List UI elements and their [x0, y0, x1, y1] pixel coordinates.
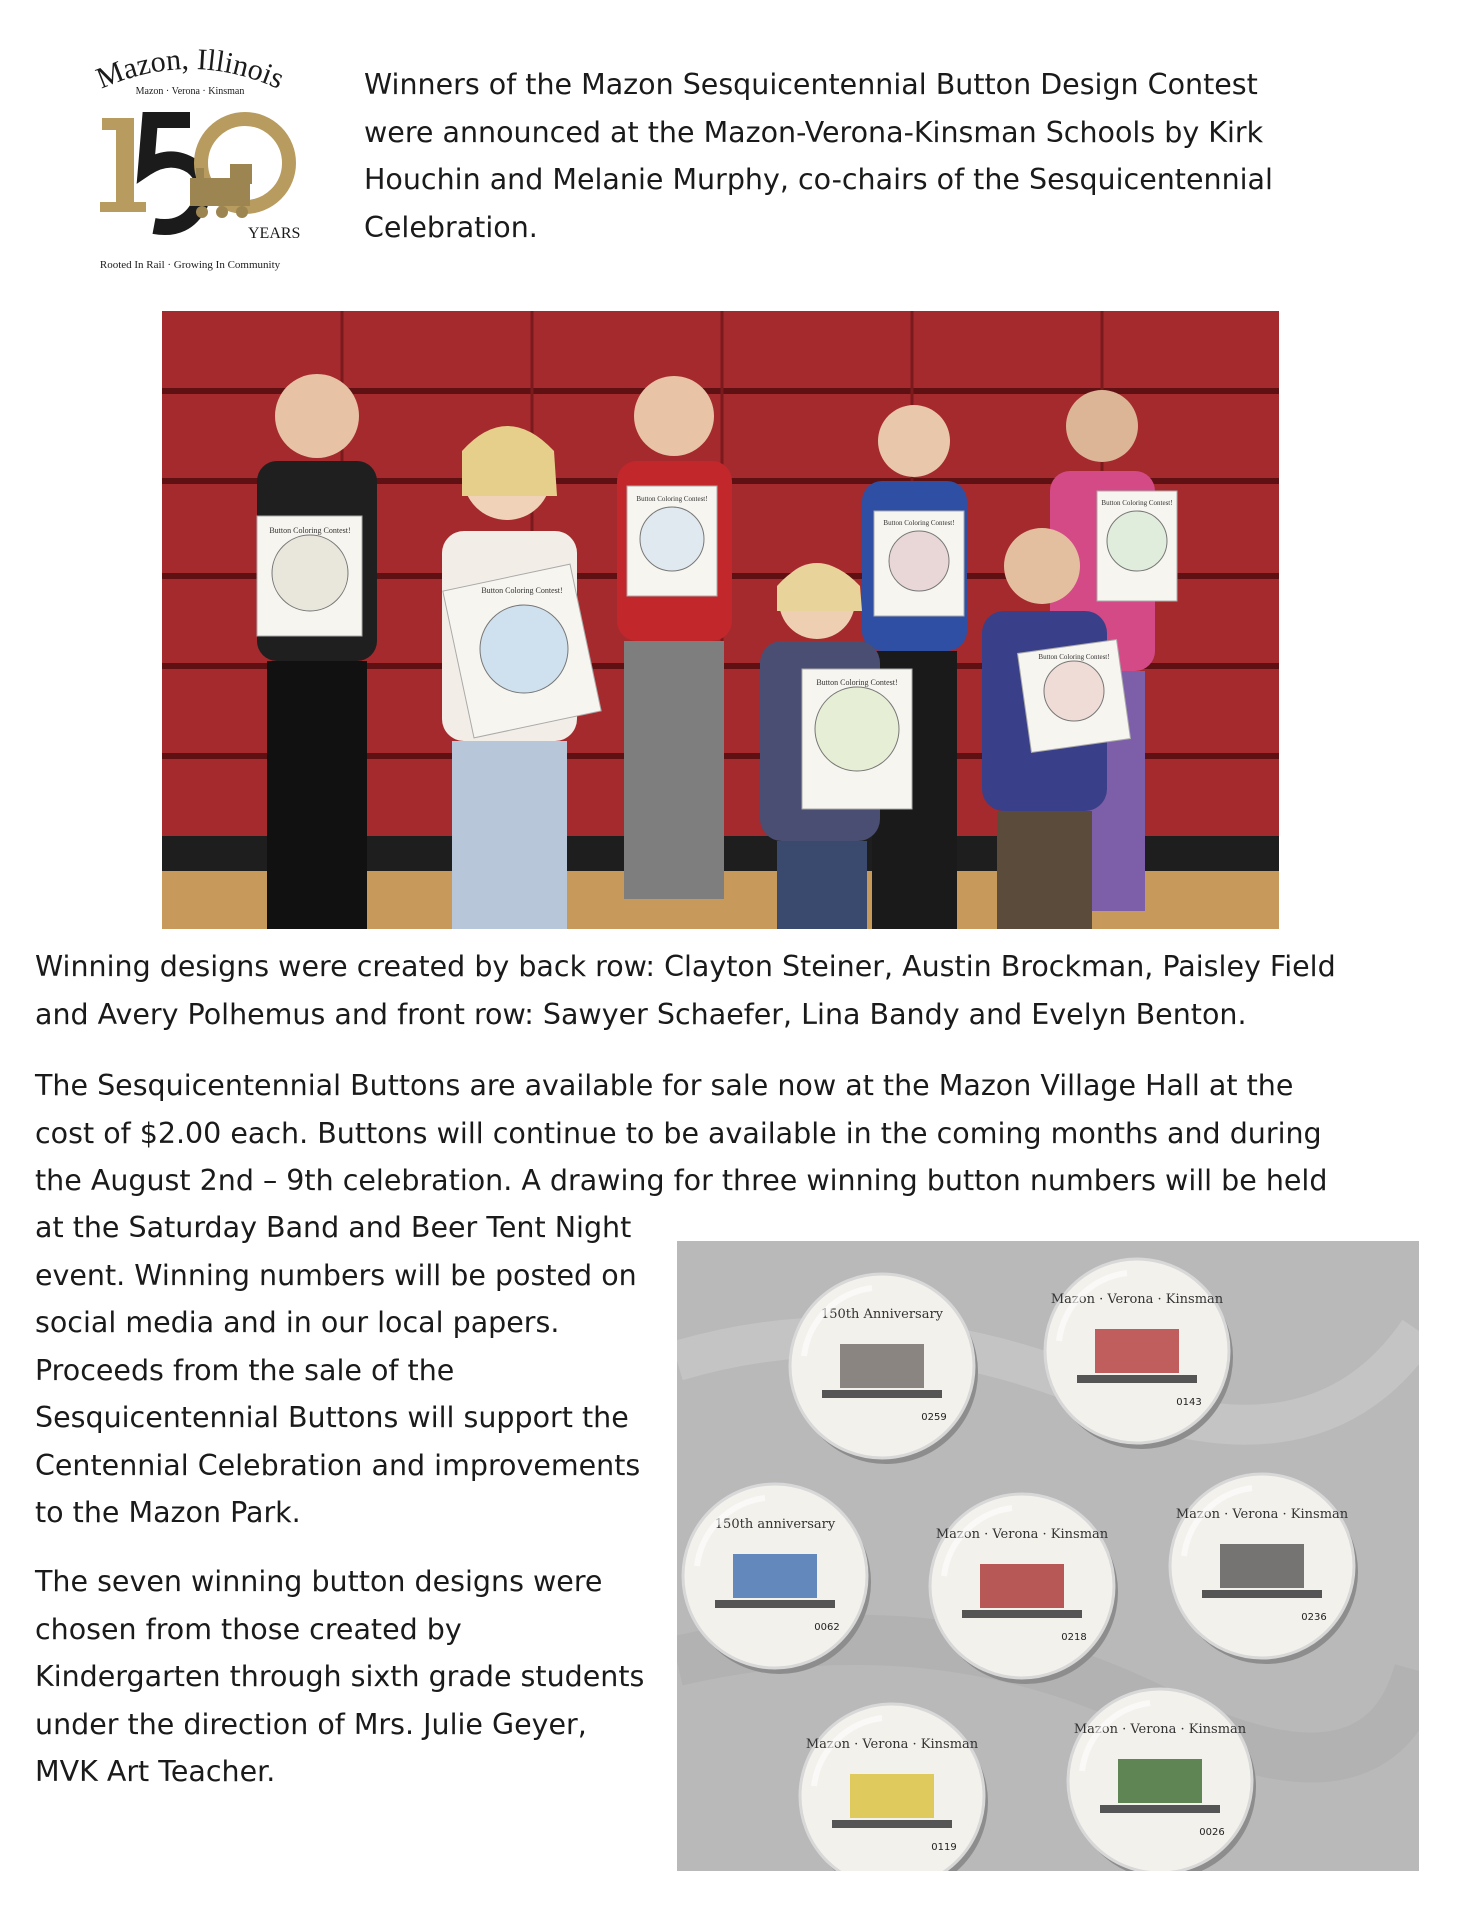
button-number: 0062: [814, 1622, 840, 1633]
button-drawing: [1095, 1329, 1179, 1373]
sale-paragraph-continued: [35, 1204, 685, 1537]
certificate: [802, 669, 912, 809]
svg-text:Button Coloring Contest!: Button Coloring Contest!: [481, 586, 563, 595]
mazon-150-years-logo: [70, 28, 310, 288]
designs-line: The seven winning button designs were: [35, 1565, 603, 1598]
button-number: 0143: [1176, 1397, 1202, 1408]
svg-text:Button Coloring Contest!: Button Coloring Contest!: [269, 526, 351, 535]
button-caption: Mazon · Verona · Kinsman: [805, 1737, 979, 1752]
button-number: 0259: [921, 1412, 947, 1423]
button-number: 0236: [1301, 1612, 1327, 1623]
button-drawing: [1220, 1544, 1304, 1588]
button-number: 0218: [1061, 1632, 1087, 1643]
designs-line: MVK Art Teacher.: [35, 1755, 276, 1788]
winners-names-paragraph: [35, 943, 1435, 1038]
button-drawing: [733, 1554, 817, 1598]
sale-line: to the Mazon Park.: [35, 1496, 301, 1529]
names-line: and Avery Polhemus and front row: Sawyer Schaefer, Lina Bandy and Evelyn Benton.: [35, 997, 1247, 1031]
logo-years-label: YEARS: [248, 225, 301, 242]
button-drawing: [840, 1344, 924, 1388]
button-caption: Mazon · Verona · Kinsman: [1050, 1292, 1224, 1307]
locomotive-illustration: [190, 164, 252, 218]
sale-paragraph: [35, 1062, 1435, 1205]
sale-line: at the Saturday Band and Beer Tent Night: [35, 1211, 632, 1244]
button-drawing: [850, 1774, 934, 1818]
svg-text:Button Coloring Contest!: Button Coloring Contest!: [883, 519, 955, 527]
intro-line: Houchin and Melanie Murphy, co-chairs of the Sesquicentennial: [364, 163, 1273, 196]
designs-line: under the direction of Mrs. Julie Geyer,: [35, 1707, 587, 1741]
sale-line: the August 2nd – 9th celebration. A drawing for three winning button numbers will be held: [35, 1164, 1328, 1197]
intro-line: Winners of the Mazon Sesquicentennial Button Design Contest: [364, 68, 1258, 101]
buttons-photo: [677, 1241, 1419, 1871]
sale-line: event. Winning numbers will be posted on: [35, 1258, 637, 1292]
sale-line: cost of $2.00 each. Buttons will continue to be available in the coming months and during: [35, 1116, 1322, 1150]
designs-line: Kindergarten through sixth grade students: [35, 1660, 645, 1693]
sale-line: social media and in our local papers.: [35, 1306, 560, 1339]
button-caption: Mazon · Verona · Kinsman: [935, 1527, 1109, 1542]
svg-text:Button Coloring Contest!: Button Coloring Contest!: [636, 495, 708, 503]
designs-line: chosen from those created by: [35, 1612, 462, 1646]
certificate: [627, 486, 717, 596]
names-line: Winning designs were created by back row: Clayton Steiner, Austin Brockman, Paisley Field: [35, 950, 1336, 983]
intro-line: were announced at the Mazon-Verona-Kinsman Schools by Kirk: [364, 115, 1264, 149]
button-caption: Mazon · Verona · Kinsman: [1073, 1722, 1247, 1737]
logo-tagline: Rooted In Rail · Growing In Community: [99, 259, 281, 271]
svg-text:Button Coloring Contest!: Button Coloring Contest!: [816, 678, 898, 687]
button-drawing: [1118, 1759, 1202, 1803]
intro-line: Celebration.: [364, 210, 538, 244]
logo-150-mark: [100, 118, 289, 227]
button-number: 0119: [931, 1842, 957, 1853]
winners-group-photo: [162, 311, 1279, 929]
designs-paragraph: [35, 1558, 685, 1796]
sale-line: The Sesquicentennial Buttons are available for sale now at the Mazon Village Hall at the: [35, 1069, 1294, 1102]
logo-title: Mazon, Illinois: [91, 42, 290, 96]
logo-towns: Mazon · Verona · Kinsman: [135, 86, 245, 97]
button-caption: 150th anniversary: [714, 1517, 836, 1532]
intro-paragraph: [364, 61, 1374, 251]
sale-line: Proceeds from the sale of the: [35, 1353, 455, 1387]
certificate: [874, 511, 964, 616]
svg-text:Button Coloring Contest!: Button Coloring Contest!: [1101, 499, 1173, 507]
button-drawing: [980, 1564, 1064, 1608]
certificate: [1018, 640, 1131, 753]
button-caption: 150th Anniversary: [820, 1307, 944, 1322]
sale-line: Sesquicentennial Buttons will support the: [35, 1401, 629, 1434]
svg-text:Button Coloring Contest!: Button Coloring Contest!: [1038, 653, 1110, 661]
button-caption: Mazon · Verona · Kinsman: [1175, 1507, 1349, 1522]
button-number: 0026: [1199, 1827, 1225, 1838]
certificate: [257, 516, 362, 636]
certificate: [1097, 491, 1177, 601]
sale-line: Centennial Celebration and improvements: [35, 1448, 641, 1482]
